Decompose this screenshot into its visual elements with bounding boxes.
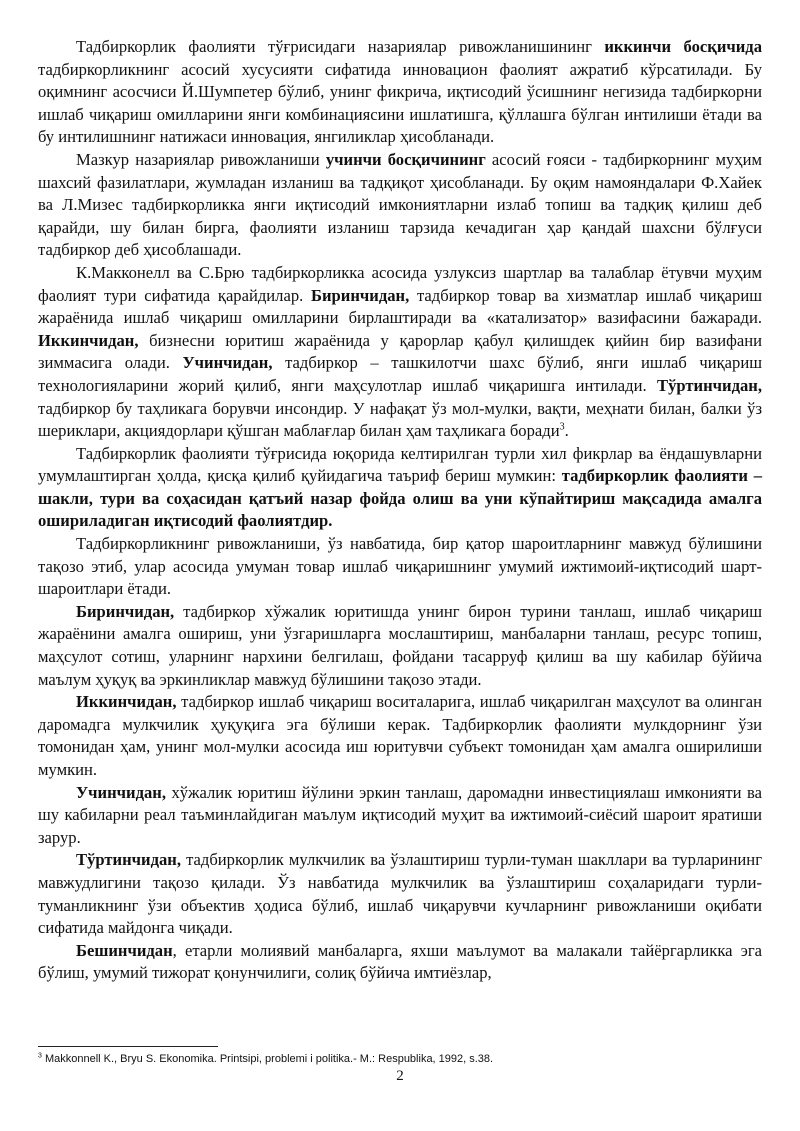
footnote-separator <box>38 1046 218 1047</box>
bold-definition: тадбиркорлик фаолияти – шакли, тури ва соҳасидан қатъий назар фойда олиш ва уни кўпайтириш мақсадида амалга ошириладиган иқтисодий фаолиятдир. <box>38 466 762 531</box>
text: Тадбиркорлик фаолияти тўғрисида юқорида келтирилган турли хил фикрлар ва ёндашувларни умумлаштирган ҳолда, қисқа қилиб қуйидагича таъриф бериш мумкин: <box>38 443 762 486</box>
paragraph-condition-2 <box>38 691 762 781</box>
text: Мазкур назариялар ривожланиши <box>76 149 326 169</box>
text: хўжалик юритиш йўлини эркин танлаш, даромадни инвестициялаш имконияти ва шу кабиларни реал таъминлайдиган маълум иқтисодий муҳит ва ижтимоий-сиёсий шароит яратиши зарур. <box>38 782 762 847</box>
paragraph-definition <box>38 443 762 533</box>
document-body <box>38 36 762 985</box>
text: асосий ғояси - тадбиркорнинг муҳим шахсий фазилатлари, жумладан изланиш ва тадқиқот ҳисобланади. Бу оқим намояндалари Ф.Хайек ва Л.Мизес тадбиркорликка янги иқтисодий имкониятларни излаб топиш ва тадқиқ қилиш деб қарайди, шу билан бирга, фаолияти изланиш тарзида кечадиган ҳар қандай шахсни бўлғуси тадбиркор деб ҳисоблашади. <box>38 149 762 260</box>
paragraph-mcconnell-brue <box>38 262 762 443</box>
text: тадбиркор – ташкилотчи шахс бўлиб, янги ишлаб чиқариш технологияларини жорий қилиб, янги маҳсулотлар ишлаб чиқаришга интилади. <box>38 353 762 395</box>
paragraph-third-stage <box>38 149 762 262</box>
text: Тадбиркорликнинг ривожланиши, ўз навбатида, бир қатор шароитларнинг мавжуд бўлишини тақозо этиб, улар асосида умуман товар ишлаб чиқаришнинг умумий ижтимоий-иқтисодий шарт-шароитлари ётади. <box>38 534 762 599</box>
text: тадбиркор бу таҳликага борувчи инсондир. У нафақат ўз мол-мулки, вақти, меҳнати билан, балки ўз шериклари, акциядорлари қўшган маблағлар билан ҳам таҳликага боради <box>38 398 762 441</box>
bold-term: Биринчидан, <box>311 285 410 305</box>
text: тадбиркор хўжалик юритишда унинг бирон турини танлаш, ишлаб чиқариш жараёнини амалга ошириш, уни ўзгаришларга мослаштириш, манбаларни танлаш, ресурс топиш, маҳсулот сотиш, уларнинг нархини белгилаш, фойдани тасарруф қилиш ва шу кабилар бўйича маълум ҳуқуқ ва эркинликлар мавжуд бўлишини тақозо этади. <box>38 601 762 689</box>
text: тадбиркорликнинг асосий хусусияти сифатида инновацион фаолият ажратиб кўрсатилади. Бу оқимнинг асосчиси Й.Шумпетер бўлиб, унинг фикрича, иқтисодий ўсишнинг негизида тадбиркорни ишлаб чиқариш омилларини янги комбинациясини ишлатишга, қўллашга бўлган интилиши ётади ва бу интилишнинг натижаси инновация, янгиликлар ҳисобланади. <box>38 59 762 147</box>
paragraph-second-stage <box>38 36 762 149</box>
paragraph-condition-5 <box>38 940 762 985</box>
text: Тадбиркорлик фаолияти тўғрисидаги назариялар ривожланишининг <box>76 37 605 56</box>
bold-term: Иккинчидан, <box>76 692 177 712</box>
paragraph-condition-4 <box>38 849 762 939</box>
bold-term: Иккинчидан, <box>38 330 139 350</box>
text: . <box>564 421 569 441</box>
bold-term: Учинчидан, <box>182 353 273 373</box>
footnote-reference[interactable]: 3 <box>559 421 565 433</box>
bold-term: Тўртинчидан, <box>657 375 762 395</box>
page-number: 2 <box>396 1068 404 1084</box>
bold-term: Учинчидан, <box>76 782 166 802</box>
bold-term: Тўртинчидан, <box>76 850 181 870</box>
bold-term: Биринчидан, <box>76 601 175 621</box>
paragraph-conditions-intro <box>38 533 762 601</box>
text: тадбиркор ишлаб чиқариш воситаларига, ишлаб чиқарилган маҳсулот ва олинган даромадга мулкчилик ҳуқуқига эга бўлиши керак. Тадбиркорлик фаолияти мулкдорнинг ўзи томонидан ҳам, унинг мол-мулки асосида иш юритувчи субъект томонидан ҳам амалга оширилиши мумкин. <box>38 692 762 779</box>
text: тадбиркорлик мулкчилик ва ўзлаштириш турли-туман шакллари ва турларининг мавжудлигини тақозо қилади. Ўз навбатида мулкчилик ва ўзлаштириш соҳаларидаги турли-туманликнинг ўзи объектив ҳодиса бўлиб, ишлаб чиқарувчи кучларнинг ривожланиши оқибати сифатида майдонга чиқади. <box>38 850 762 938</box>
text: бизнесни юритиш жараёнида у қарорлар қабул қилишдек қийин бир вазифани зиммасига олади. <box>38 330 762 373</box>
footnote <box>38 1052 762 1066</box>
paragraph-condition-3 <box>38 782 762 850</box>
text: , етарли молиявий манбаларга, яхши маълумот ва малакали тайёргарликка эга бўлиш, умумий тижорат қонунчилиги, солиқ бўйича имтиёзлар, <box>38 940 762 983</box>
text: К.Макконелл ва С.Брю тадбиркорликка асосида узлуксиз шартлар ва талаблар ётувчи муҳим фаолият тури сифатида қарайдилар. <box>38 262 762 305</box>
bold-term: учинчи босқичининг <box>325 149 486 169</box>
footnote-mark: 3 <box>38 1052 42 1060</box>
bold-term: Бешинчидан <box>76 940 173 960</box>
footnote-text: Makkonnell K., Bryu S. Ekonomika. Printsipi, problemi i politika.- M.: Respublika, 1992, s.38. <box>41 1053 494 1065</box>
paragraph-condition-1 <box>38 601 762 691</box>
text: тадбиркор товар ва хизматлар ишлаб чиқариш жараёнида ишлаб чиқариш омилларини бирлаштиради ва «катализатор» вазифасини бажаради. <box>38 285 762 328</box>
bold-term: иккинчи босқичида <box>604 37 762 56</box>
